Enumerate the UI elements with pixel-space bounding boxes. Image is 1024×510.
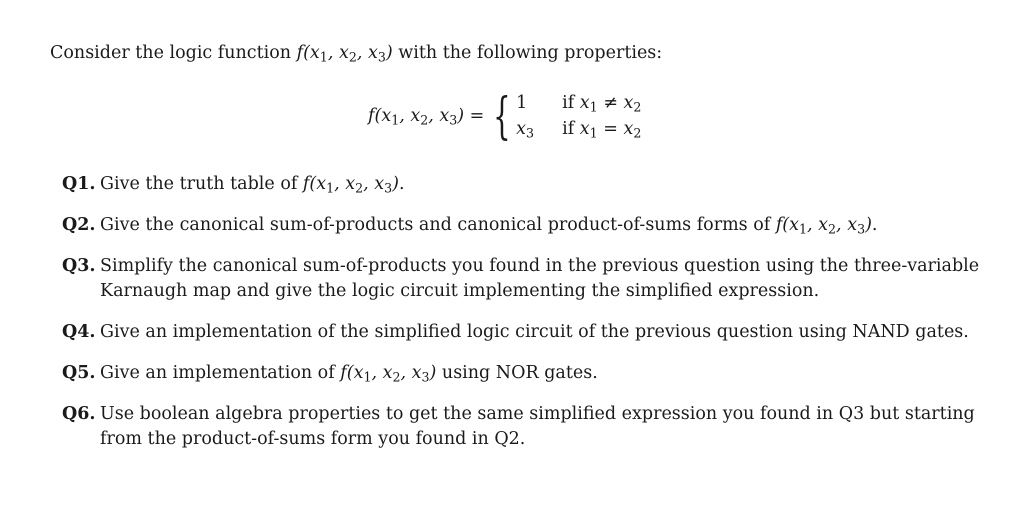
case2-condition: if $x_1 = x_2$ [562, 119, 642, 141]
question-label: Q2. [62, 215, 96, 235]
math-variable: $x_1$ [789, 215, 808, 237]
question-label: Q1. [62, 174, 96, 194]
question-text: Use boolean algebra properties to get the same simplified expression you found in Q3 but starting from the product-of-sums form you found in Q2. [100, 404, 975, 449]
case1-condition: if $x_1 \ne x_2$ [562, 93, 642, 115]
math-variable: $x_2$ [382, 363, 401, 385]
math-variable: $x_3$ [847, 215, 866, 237]
question-label: Q5. [62, 363, 96, 383]
question-list [62, 172, 982, 468]
left-brace: { [493, 87, 511, 145]
question-2 [62, 213, 982, 238]
math-variable: $x_3$ [411, 363, 430, 385]
question-text: Give the truth table of $f(x_1$, $x_2$, $x_3$). [100, 174, 405, 196]
question-text: Give the canonical sum-of-products and canonical product-of-sums forms of $f(x_1$, $x_2$, $x_3$). [100, 215, 878, 237]
math-variable: $x_3$ [374, 174, 393, 196]
function-expression: $f(x_1$, $x_2$, $x_3$) [296, 43, 393, 65]
math-variable: $x_2$ [345, 174, 364, 196]
math-variable: $x_3$ [367, 43, 386, 65]
intro-sentence [50, 40, 662, 66]
question-5 [62, 361, 982, 386]
intro-prefix: Consider the logic function [50, 43, 297, 63]
math-variable: $x_2$ [338, 43, 357, 65]
question-text: Simplify the canonical sum-of-products you found in the previous question using the three-variable Karnaugh map and give the logic circuit implementing the simplified expression. [100, 256, 980, 301]
question-text: Give an implementation of the simplified logic circuit of the previous question using NAND gates. [100, 322, 969, 342]
question-label: Q4. [62, 322, 96, 342]
question-label: Q6. [62, 404, 96, 424]
piecewise-lhs: $f(x_1$, $x_2$, $x_3$) = [368, 106, 485, 128]
question-label: Q3. [62, 256, 96, 276]
piecewise-definition [368, 86, 641, 146]
math-variable: $x_3$ [439, 106, 458, 128]
question-1 [62, 172, 982, 197]
intro-suffix: with the following properties: [392, 43, 663, 63]
math-variable: $x_1$ [381, 106, 400, 128]
math-variable: $x_2$ [410, 106, 429, 128]
case1-value: 1 [516, 93, 528, 113]
case2-value: $x_3$ [516, 119, 535, 141]
question-6 [62, 402, 982, 452]
math-variable: $x_2$ [818, 215, 837, 237]
question-3 [62, 254, 982, 304]
piecewise-cases [516, 92, 641, 140]
math-variable: $x_1$ [353, 363, 372, 385]
question-4 [62, 320, 982, 345]
question-text: Give an implementation of $f(x_1$, $x_2$, $x_3$) using NOR gates. [100, 363, 598, 385]
math-variable: $x_1$ [316, 174, 335, 196]
math-variable: $x_1$ [309, 43, 328, 65]
